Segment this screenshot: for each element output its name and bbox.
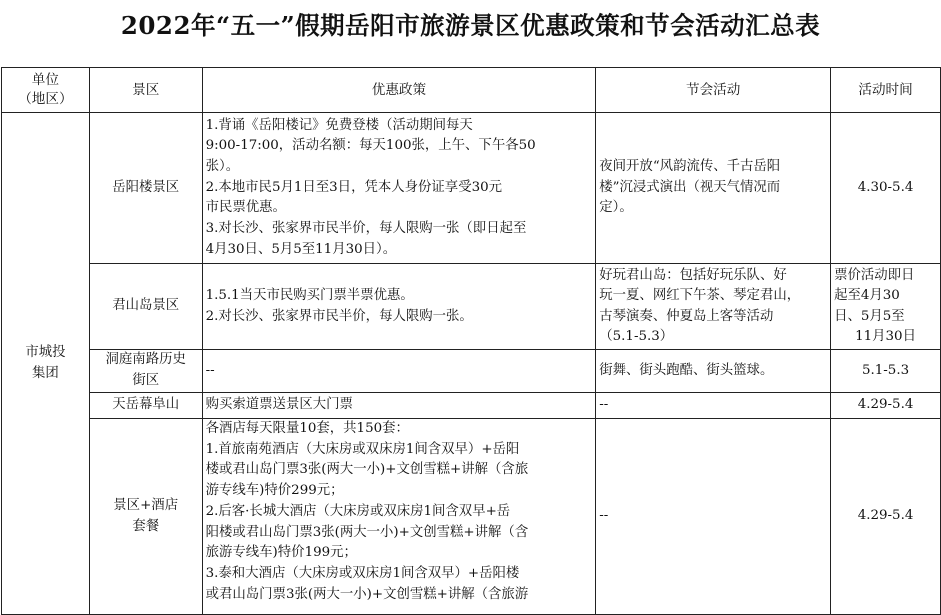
policy-line: 3.对长沙、张家界市民半价，每人限购一张（即日起至 xyxy=(205,221,527,237)
time-line: 11月30日 xyxy=(855,329,916,344)
festival-line: 玩一夏、网红下午茶、琴定君山， xyxy=(599,288,801,303)
scenic-name: 天岳幕阜山 xyxy=(112,397,180,413)
time-cell xyxy=(831,113,941,264)
time-line: 票价活动即日 xyxy=(834,267,915,283)
policy-line: 1.5.1当天市民购买门票半票优惠。 xyxy=(205,287,414,303)
header-unit xyxy=(2,68,90,113)
scenic-name: 洞庭南路历史 xyxy=(105,352,186,368)
unit-cell xyxy=(2,113,90,615)
policy-line: 游专线车)特价299元； xyxy=(205,483,344,499)
header-festival: 节会活动 xyxy=(596,68,831,113)
scenic-name: 岳阳楼景区 xyxy=(112,179,180,195)
scenic-cell xyxy=(89,113,202,264)
time-cell xyxy=(831,393,941,419)
time-cell xyxy=(831,419,941,615)
scenic-name: 街区 xyxy=(132,373,160,388)
time-line: 起至4月30 xyxy=(834,288,900,303)
scenic-name: 君山岛景区 xyxy=(112,298,180,314)
festival-line: 街舞、街头跑酷、街头篮球。 xyxy=(599,362,774,378)
festival-cell xyxy=(596,350,831,393)
unit-name-line: 集团 xyxy=(32,365,59,381)
scenic-cell xyxy=(89,264,202,350)
policy-cell xyxy=(202,113,596,264)
header-unit-line: （地区） xyxy=(18,91,73,107)
policy-line: 楼或君山岛门票3张(两大一小)+文创雪糕+讲解（含旅 xyxy=(205,462,529,478)
festival-line: 夜间开放“风韵流传、千古岳阳 xyxy=(599,158,781,174)
table-row xyxy=(2,419,941,615)
policy-line: 或君山岛门票3张(两大一小)+文创雪糕+讲解（含旅游 xyxy=(205,586,529,602)
policy-line: 2.本地市民5月1日至3日，凭本人身份证享受30元 xyxy=(205,179,503,195)
time-line: 4.29-5.4 xyxy=(857,397,914,413)
page-title: 2022年“五一”假期岳阳市旅游景区优惠政策和节会活动汇总表 xyxy=(120,11,821,40)
table-row xyxy=(2,113,941,264)
festival-line: -- xyxy=(599,508,609,524)
time-cell xyxy=(831,350,941,393)
policy-cell xyxy=(202,350,596,393)
scenic-cell xyxy=(89,350,202,393)
festival-line: -- xyxy=(599,397,609,413)
summary-table xyxy=(1,67,941,615)
table-row xyxy=(2,393,941,419)
festival-cell xyxy=(596,393,831,419)
policy-cell xyxy=(202,393,596,419)
header-policy: 优惠政策 xyxy=(202,68,596,113)
policy-line: 4月30日、5月5至11月30日）。 xyxy=(205,241,397,257)
header-row xyxy=(2,68,941,113)
scenic-cell xyxy=(89,393,202,419)
policy-cell xyxy=(202,264,596,350)
festival-line: 定）。 xyxy=(599,200,633,216)
policy-line: 9:00-17:00，活动名额：每天100张，上午、下午各50 xyxy=(205,138,536,154)
policy-line: 1.背诵《岳阳楼记》免费登楼（活动期间每天 xyxy=(205,117,473,133)
festival-cell xyxy=(596,113,831,264)
festival-line: 好玩君山岛：包括好玩乐队、好 xyxy=(599,267,787,283)
festival-line: （5.1-5.3） xyxy=(599,329,674,344)
time-line: 4.29-5.4 xyxy=(857,508,914,524)
table-row xyxy=(2,350,941,393)
policy-line: 2.对长沙、张家界市民半价，每人限购一张。 xyxy=(205,308,473,324)
time-line: 4.30-5.4 xyxy=(857,179,914,195)
policy-line: 购买索道票送景区大门票 xyxy=(205,397,353,413)
festival-line: 楼”沉浸式演出（视天气情况而 xyxy=(599,179,781,195)
header-scenic: 景区 xyxy=(89,68,202,113)
table-row xyxy=(2,264,941,350)
time-line: 日、5月5至 xyxy=(834,308,905,324)
scenic-name: 套餐 xyxy=(132,518,160,534)
policy-line: 各酒店每天限量10套，共150套： xyxy=(205,421,409,436)
unit-name-line: 市城投 xyxy=(25,344,66,360)
policy-line: 张）。 xyxy=(205,158,240,174)
policy-line: 市民票优惠。 xyxy=(205,200,286,216)
scenic-name: 景区+酒店 xyxy=(113,497,179,513)
policy-line: -- xyxy=(205,362,215,378)
header-unit-line: 单位 xyxy=(31,72,59,88)
policy-line: 1.首旅南苑酒店（大床房或双床房1间含双早）+岳阳 xyxy=(205,441,520,457)
scenic-cell xyxy=(89,419,202,615)
festival-cell xyxy=(596,419,831,615)
festival-cell xyxy=(596,264,831,350)
time-line: 5.1-5.3 xyxy=(861,362,910,378)
policy-line: 3.泰和大酒店（大床房或双床房1间含双早）+岳阳楼 xyxy=(205,565,520,581)
festival-line: 古琴演奏、仲夏岛上客等活动 xyxy=(599,308,774,324)
header-time: 活动时间 xyxy=(831,68,941,113)
policy-line: 2.后客·长城大酒店（大床房或双床房1间含双早+岳 xyxy=(205,503,511,519)
policy-cell xyxy=(202,419,596,615)
time-cell xyxy=(831,264,941,350)
policy-line: 阳楼或君山岛门票3张(两大一小)+文创雪糕+讲解（含 xyxy=(205,524,529,540)
policy-line: 旅游专线车)特价199元； xyxy=(205,545,357,561)
